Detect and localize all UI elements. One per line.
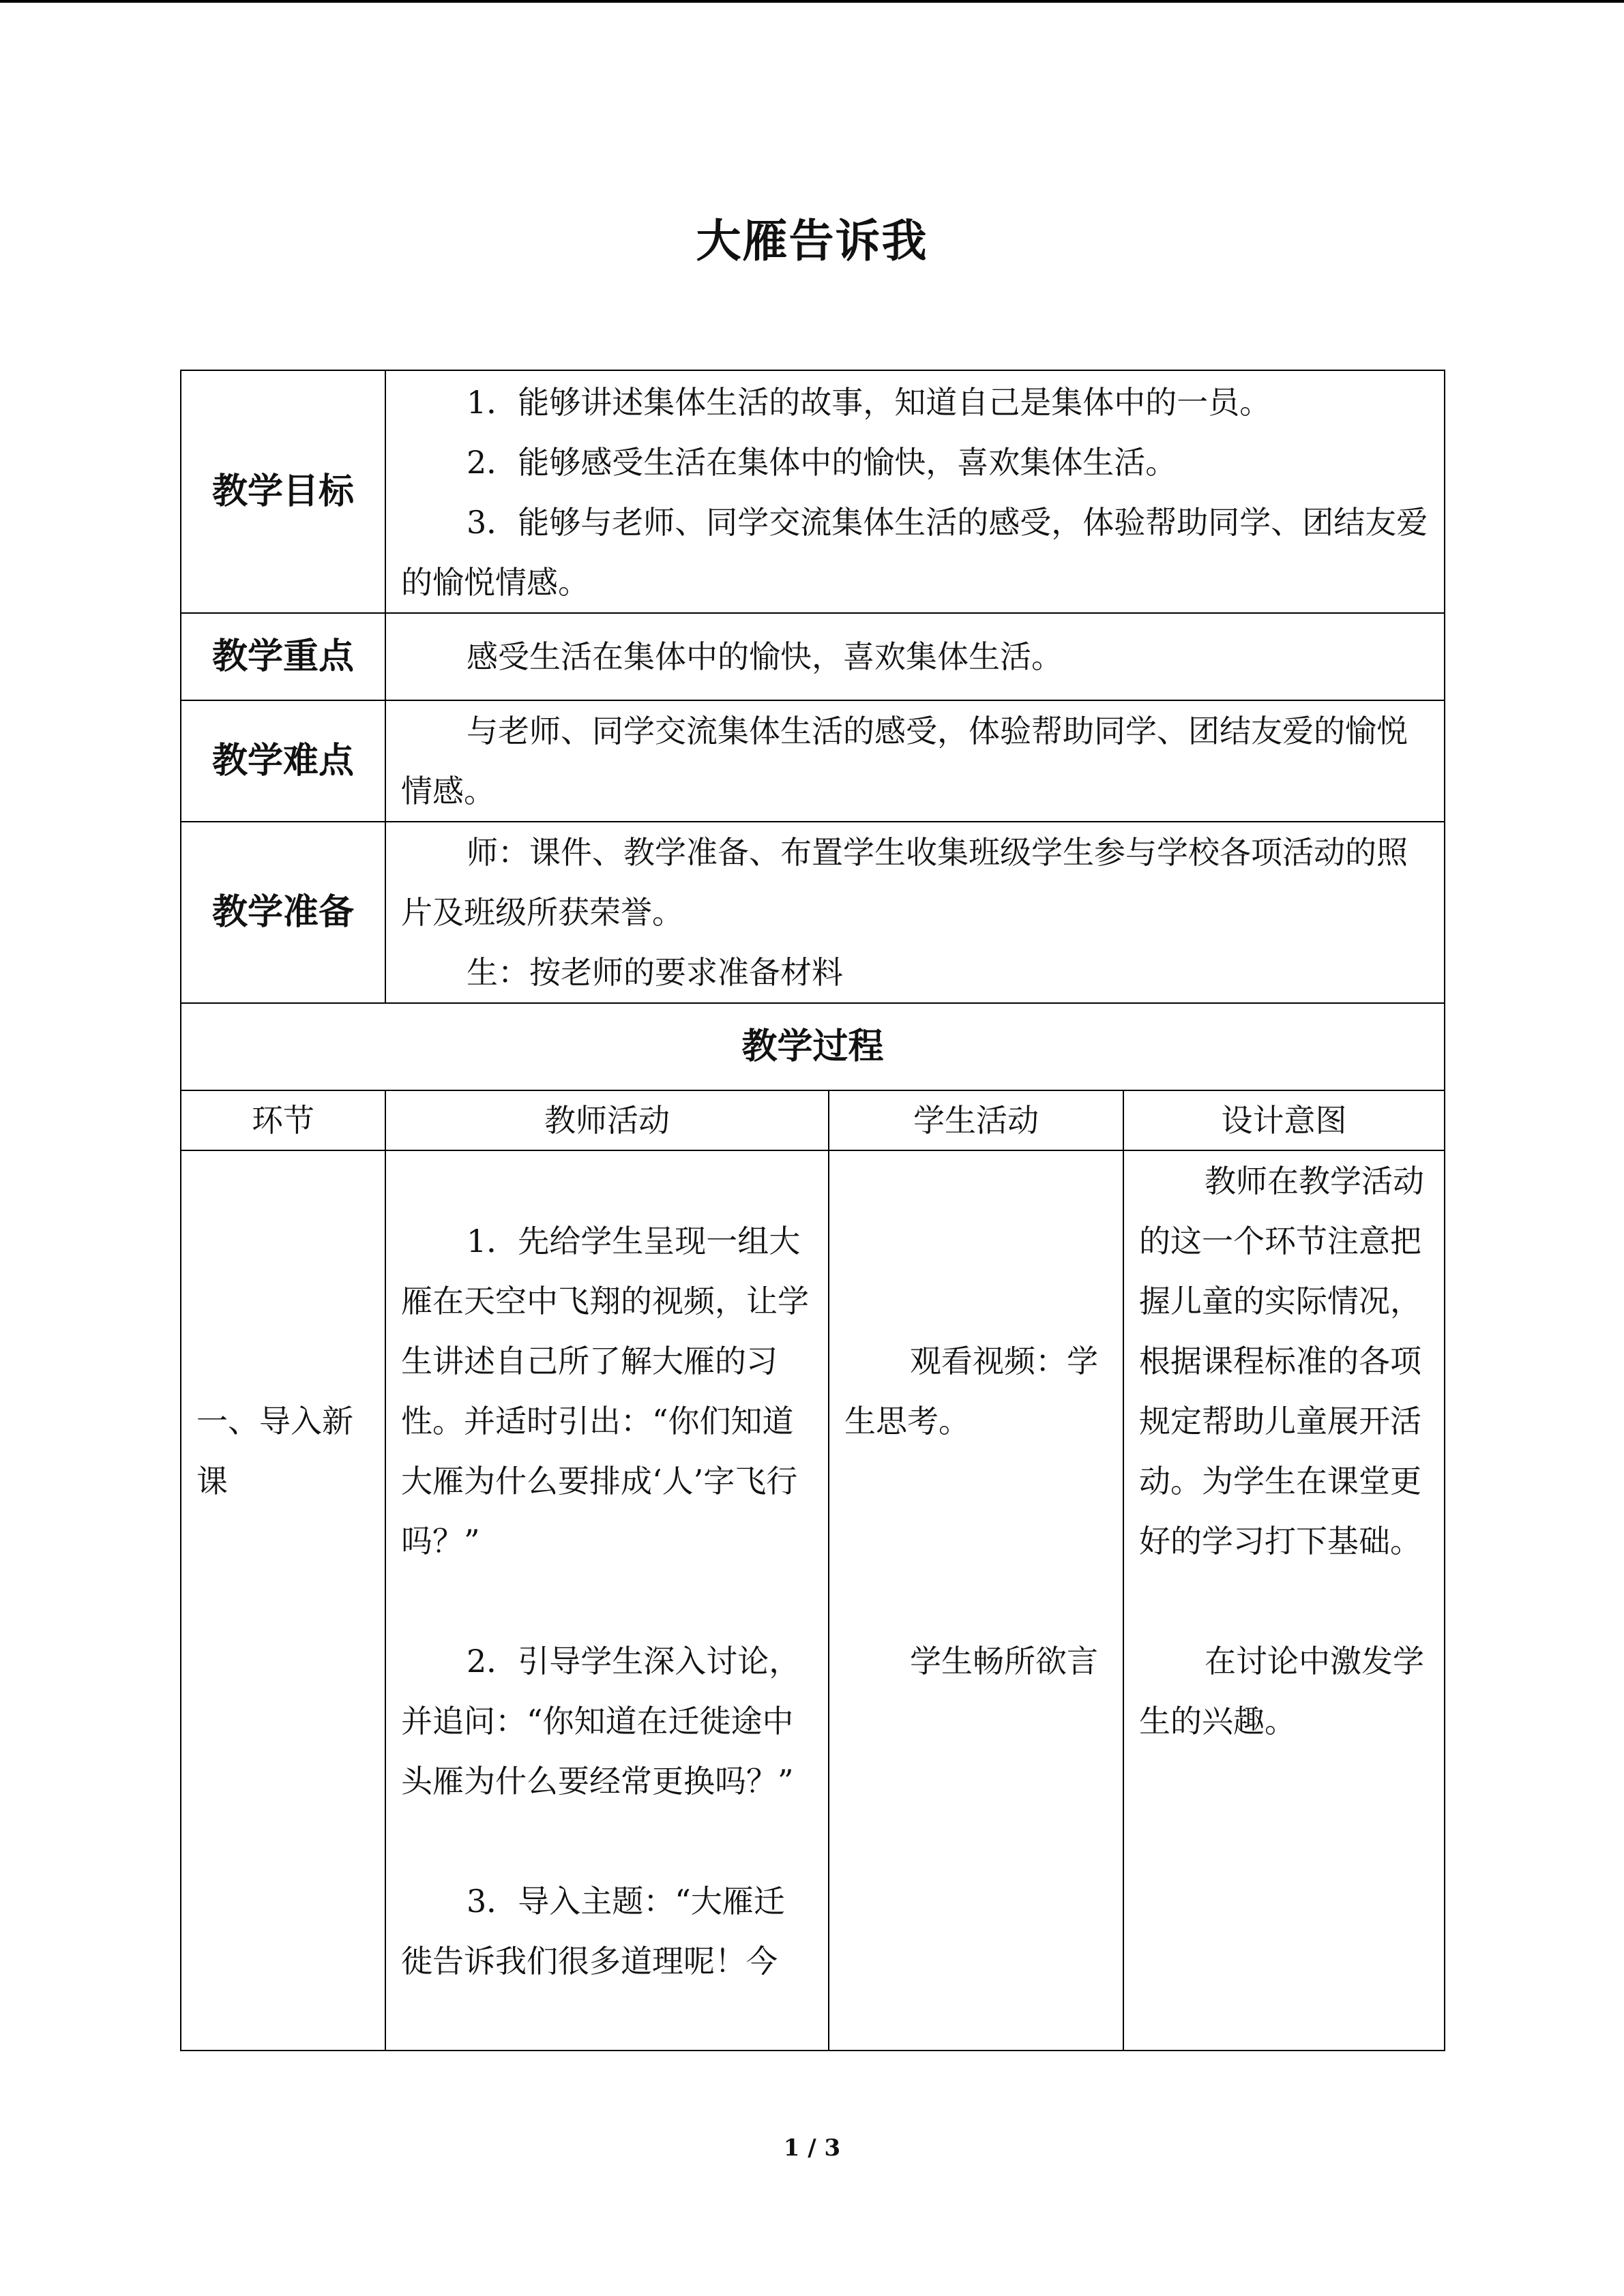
difficulties-content [385, 700, 1445, 822]
student-step: 学生畅所欲言 [910, 1643, 1098, 1680]
objectives-row [181, 370, 1445, 613]
design-intent-cell [1123, 1150, 1445, 2051]
student-activity-cell [829, 1150, 1123, 2051]
stage-cell [181, 1150, 385, 2051]
preparation-content [385, 822, 1445, 1003]
teacher-activity-cell [385, 1150, 829, 2051]
key-points-label: 教学重点 [181, 613, 385, 700]
preparation-row [181, 822, 1445, 1003]
teacher-step: 3．导入主题：“大雁迁徙告诉我们很多道理呢！今 [401, 1883, 785, 1980]
page-number: 1 / 3 [783, 2134, 841, 2162]
intent-step: 教师在教学活动的这一个环节注意把握儿童的实际情况，根据课程标准的各项规定帮助儿童展开活动。为学生在课堂更好的学习打下基础。 [1139, 1163, 1424, 1560]
process-row-intro [181, 1150, 1445, 2051]
objectives-label: 教学目标 [181, 370, 385, 613]
preparation-teacher: 师：课件、教学准备、布置学生收集班级学生参与学校各项活动的照片及班级所获荣誉。 [401, 834, 1408, 931]
top-border [0, 0, 1624, 3]
key-points-content [385, 613, 1445, 700]
header-stage: 环节 [181, 1090, 385, 1150]
key-points-text: 感受生活在集体中的愉快，喜欢集体生活。 [467, 638, 1063, 675]
header-student-activity: 学生活动 [829, 1090, 1123, 1150]
teacher-step: 1．先给学生呈现一组大雁在天空中飞翔的视频，让学生讲述自己所了解大雁的习性。并适时引出：“你们知道大雁为什么要排成‘人’字飞行吗？” [401, 1223, 809, 1560]
stage-name: 一、导入新课 [196, 1403, 353, 1500]
header-teacher-activity: 教师活动 [385, 1090, 829, 1150]
key-points-row [181, 613, 1445, 700]
process-title: 教学过程 [181, 1003, 1445, 1090]
intent-step: 在讨论中激发学生的兴趣。 [1139, 1643, 1424, 1740]
process-header-row [181, 1090, 1445, 1150]
objective-item: 3．能够与老师、同学交流集体生活的感受，体验帮助同学、团结友爱的愉悦情感。 [401, 504, 1428, 601]
difficulties-text: 与老师、同学交流集体生活的感受，体验帮助同学、团结友爱的愉悦情感。 [401, 713, 1408, 809]
page-title: 大雁告诉我 [696, 215, 928, 267]
student-step: 观看视频：学生思考。 [844, 1343, 1098, 1440]
objective-item: 2．能够感受生活在集体中的愉快，喜欢集体生活。 [467, 444, 1177, 481]
process-title-row [181, 1003, 1445, 1090]
difficulties-row [181, 700, 1445, 822]
header-design-intent: 设计意图 [1123, 1090, 1445, 1150]
lesson-plan-table [180, 370, 1445, 2051]
objective-item: 1．能够讲述集体生活的故事，知道自己是集体中的一员。 [467, 384, 1271, 421]
teacher-step: 2．引导学生深入讨论，并追问：“你知道在迁徙途中头雁为什么要经常更换吗？” [401, 1643, 801, 1800]
objectives-content [385, 370, 1445, 613]
preparation-label: 教学准备 [181, 822, 385, 1003]
difficulties-label: 教学难点 [181, 700, 385, 822]
preparation-student: 生：按老师的要求准备材料 [467, 954, 843, 991]
